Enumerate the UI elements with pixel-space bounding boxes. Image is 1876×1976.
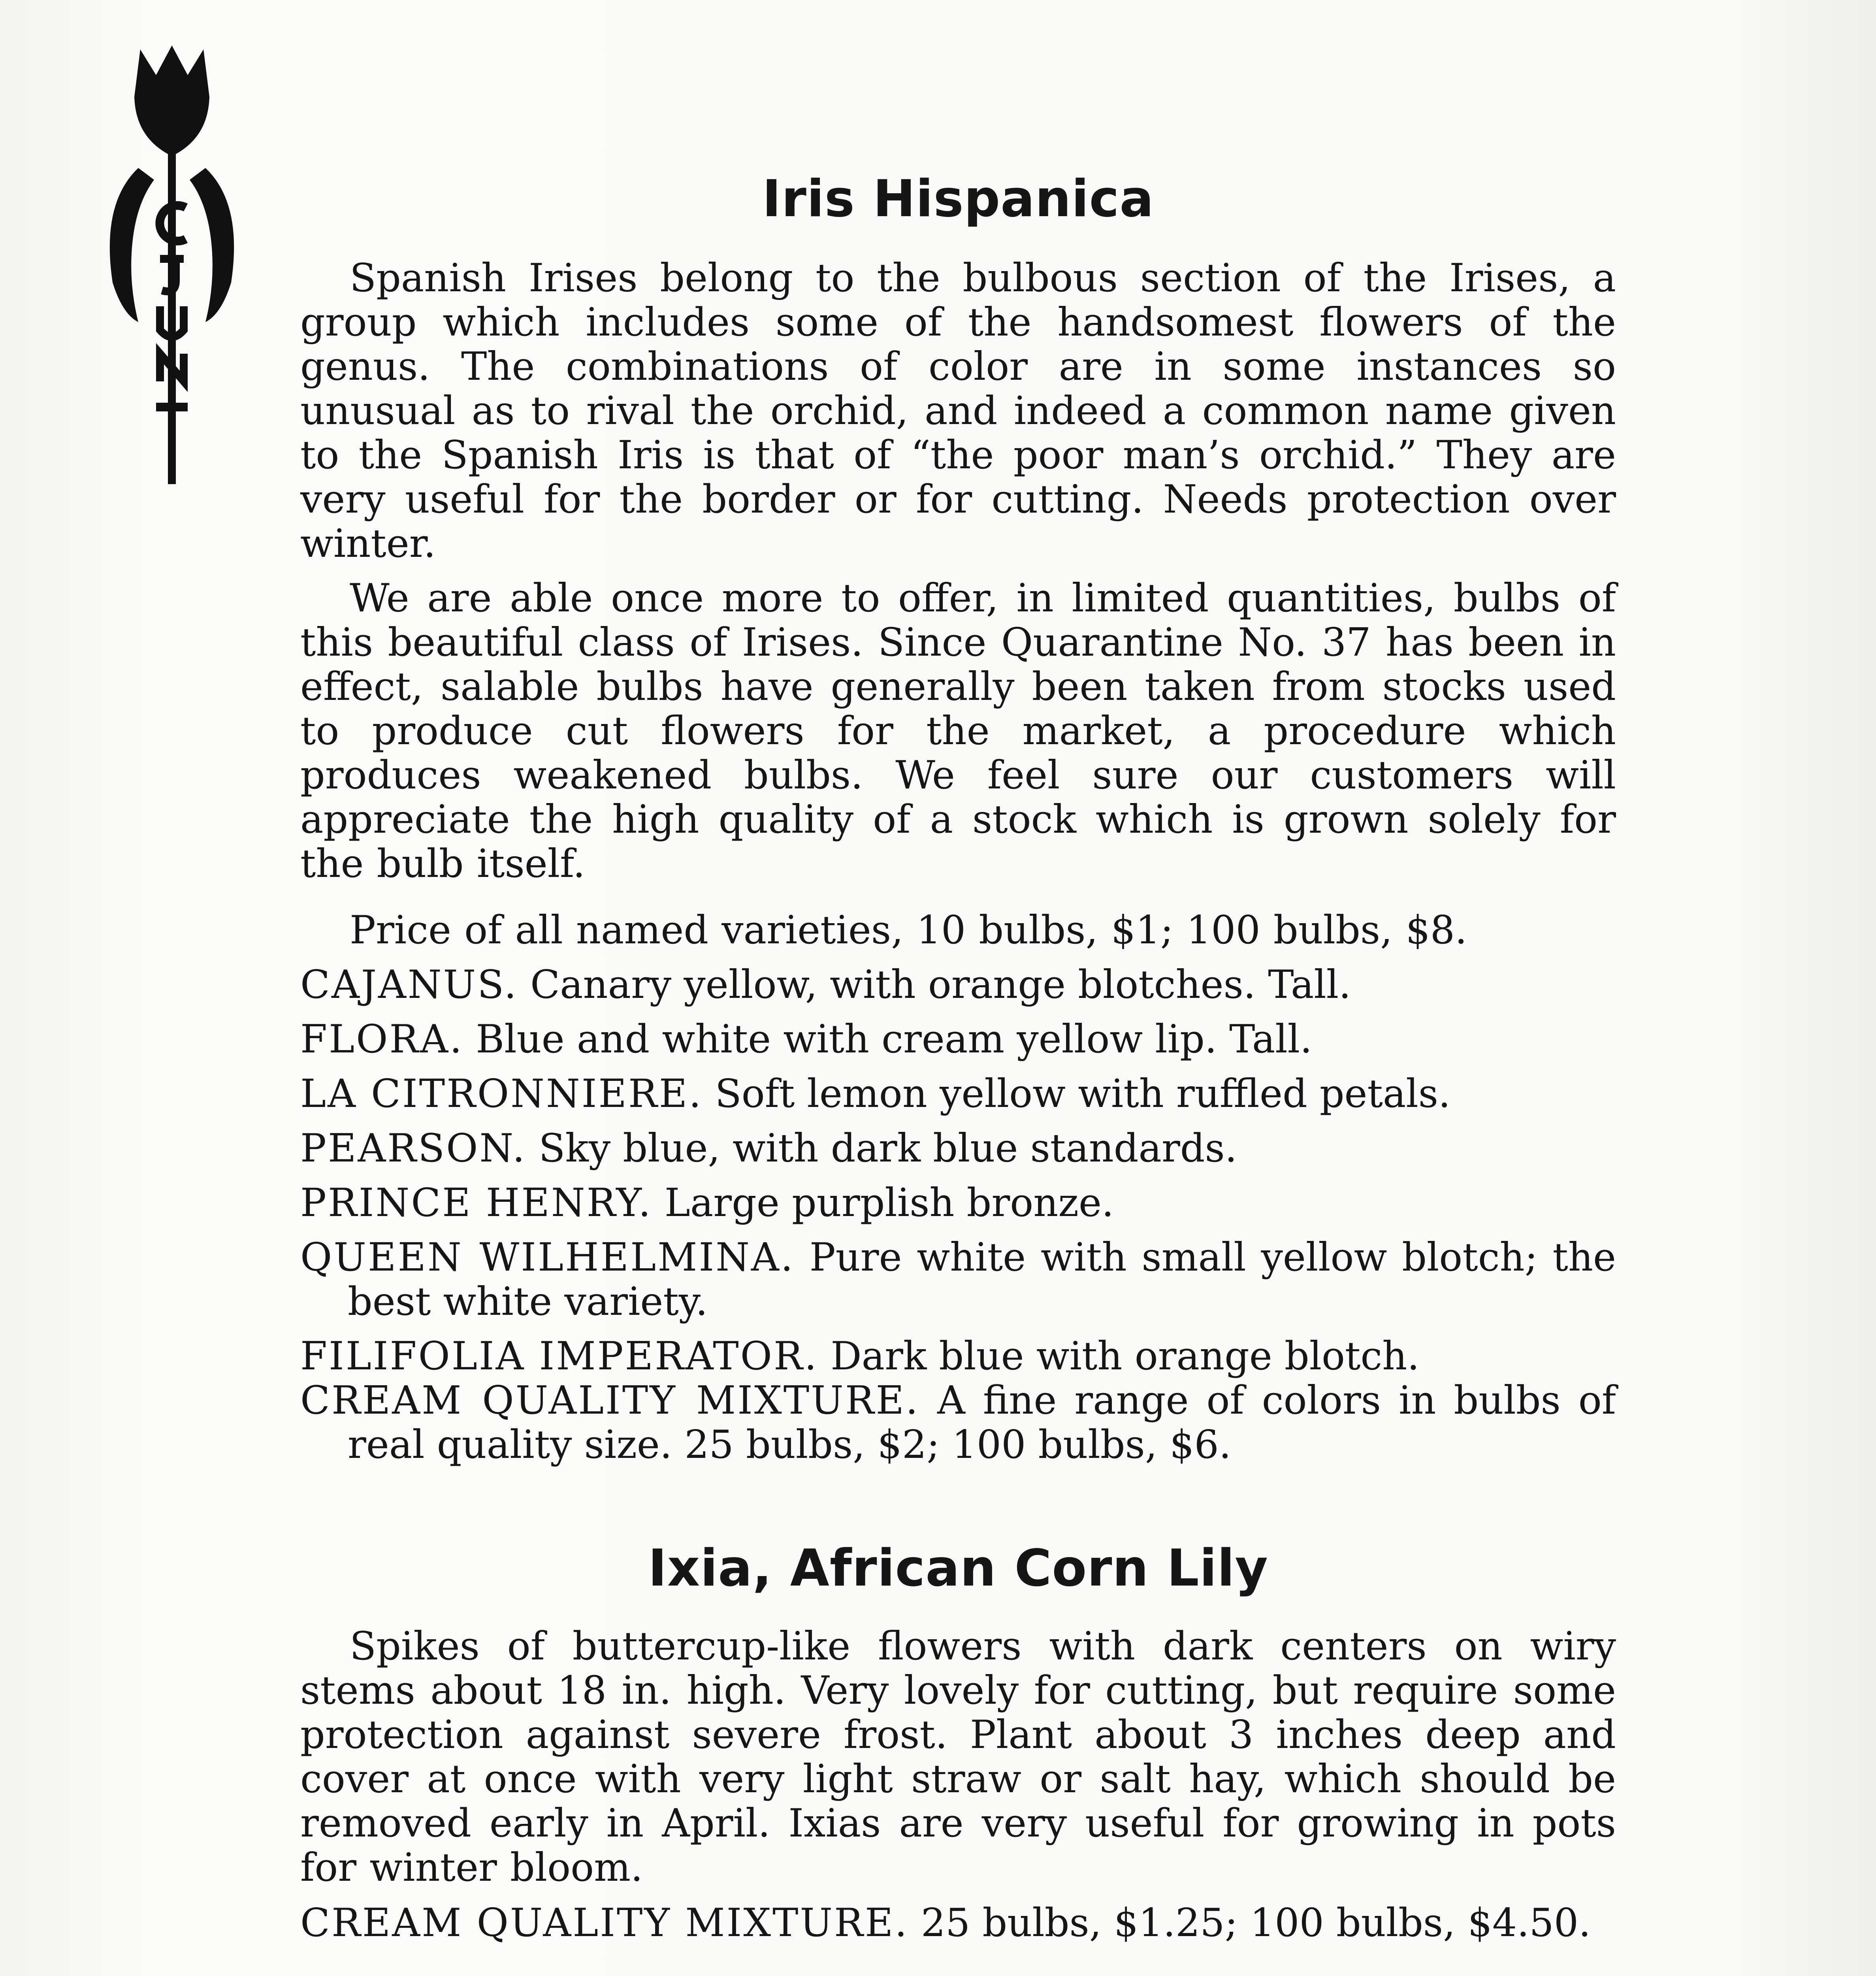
iris-intro-paragraph: Spanish Irises belong to the bulbous section of the Irises, a group which includes some of the handsomest flowers of the genus. The combinations of color are in some instances so unusual as to rival the orchid, and indeed a common name given to the Spanish Iris is that of “the poor man’s orchid.” They are very useful for the border or for cutting. Needs protection over winter. [300, 256, 1616, 566]
variety-name: QUEEN WILHELMINA. [300, 1235, 795, 1280]
section-title-ixia: Ixia, African Corn Lily [648, 1539, 1268, 1598]
variety-entry [300, 1901, 1616, 1945]
variety-name: FILIFOLIA IMPERATOR. [300, 1334, 818, 1379]
variety-name: FLORA. [300, 1017, 464, 1062]
variety-description: Dark blue with orange blotch. [831, 1334, 1420, 1379]
variety-entry [300, 1126, 1616, 1171]
variety-description: A fine range of colors in bulbs of real quality size. 25 bulbs, $2; 100 bulbs, $6. [348, 1378, 1616, 1467]
variety-name: PRINCE HENRY. [300, 1180, 652, 1226]
iris-price-line: Price of all named varieties, 10 bulbs, $1; 100 bulbs, $8. [350, 908, 1467, 953]
variety-name: LA CITRONNIERE. [300, 1071, 703, 1116]
variety-entry [300, 963, 1616, 1007]
variety-entry [300, 1017, 1616, 1062]
variety-entry [300, 1334, 1616, 1378]
variety-name: PEARSON. [300, 1126, 527, 1171]
variety-name: CAJANUS. [300, 962, 518, 1007]
variety-entry [300, 1181, 1616, 1225]
variety-description: 25 bulbs, $1.25; 100 bulbs, $4.50. [921, 1901, 1591, 1946]
variety-description: Canary yellow, with orange blotches. Tall. [530, 962, 1351, 1007]
section-title-iris-hispanica: Iris Hispanica [762, 170, 1154, 228]
variety-description: Sky blue, with dark blue standards. [539, 1126, 1237, 1171]
ixia-intro-paragraph: Spikes of buttercup-like flowers with dark centers on wiry stems about 18 in. high. Very lovely for cutting, but require some protection against severe frost. Plant about 3 inches deep and cover at once with very light straw or salt hay, which should be removed early in April. Ixias are very useful for growing in pots for winter bloom. [300, 1624, 1616, 1890]
variety-description: Pure white with small yellow blotch; the best white variety. [348, 1235, 1616, 1324]
variety-name: CREAM QUALITY MIXTURE. [300, 1901, 909, 1946]
variety-entry [300, 1072, 1616, 1116]
variety-name: CREAM QUALITY MIXTURE. [300, 1378, 920, 1423]
variety-description: Soft lemon yellow with ruffled petals. [715, 1071, 1451, 1116]
variety-entry [300, 1235, 1616, 1324]
iris-offer-paragraph: We are able once more to offer, in limited quantities, bulbs of this beautiful class of Irises. Since Quarantine No. 37 has been in effect, salable bulbs have generally been taken from stocks used to produce cut flowers for the market, a procedure which produces weakened bulbs. We feel sure our customers will appreciate the high quality of a stock which is grown solely for the bulb itself. [300, 576, 1616, 886]
variety-description: Large purplish bronze. [664, 1180, 1114, 1226]
variety-description: Blue and white with cream yellow lip. Tall. [476, 1017, 1313, 1062]
tulip-monogram-icon [101, 38, 243, 492]
variety-entry [300, 1378, 1616, 1467]
